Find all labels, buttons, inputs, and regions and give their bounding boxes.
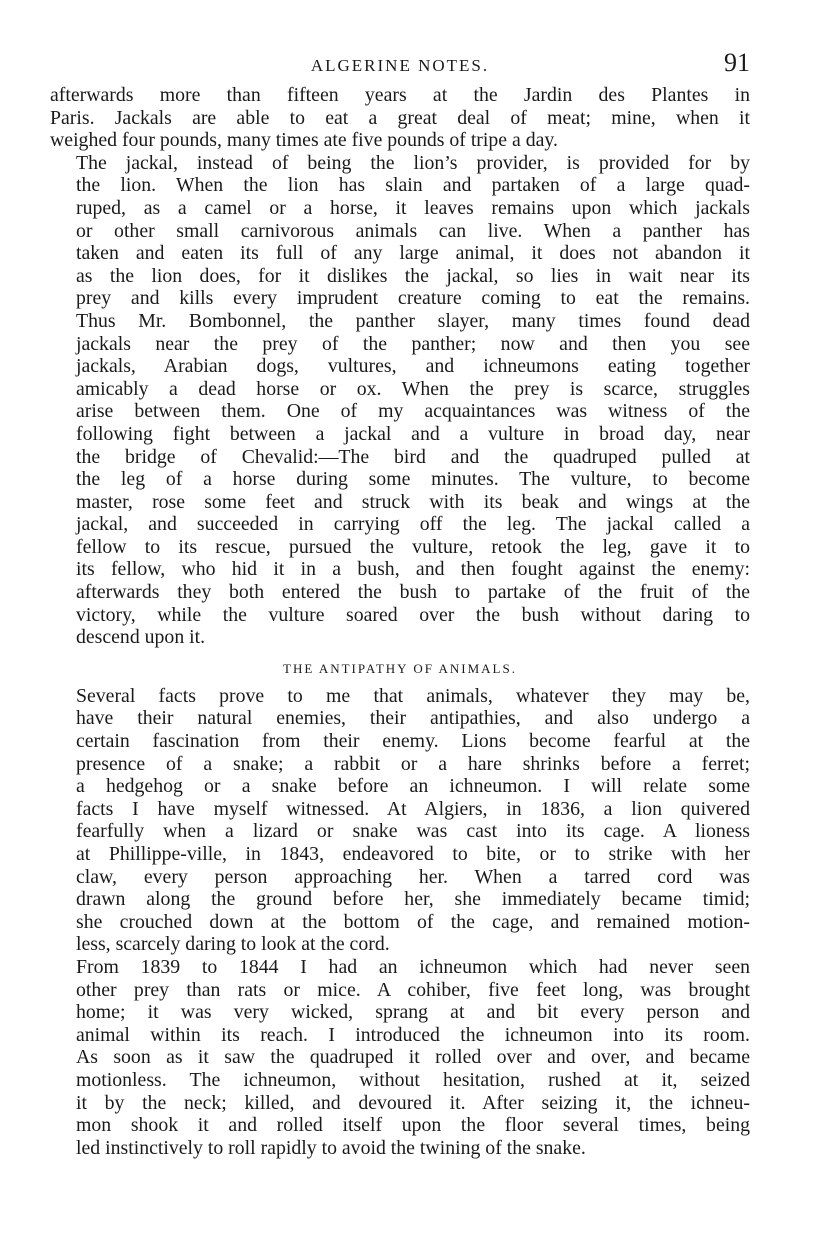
text-line: presence of a snake; a rabbit or a hare shrinks before a ferret; [76, 752, 750, 775]
paragraph [50, 685, 750, 956]
text-line: jackals near the prey of the panther; now and then you see [76, 332, 750, 355]
text-line: jackal, and succeeded in carrying off the leg. The jackal called a [76, 513, 750, 536]
text-line: ruped, as a camel or a horse, it leaves remains upon which jackals [76, 196, 750, 219]
text-line: weighed four pounds, many times ate five pounds of tripe a day. [50, 129, 558, 152]
text-line: motionless. The ichneumon, without hesitation, rushed at it, seized [76, 1068, 750, 1091]
text-line: its fellow, who hid it in a bush, and then fought against the enemy: [76, 558, 750, 581]
text-line: or other small carnivorous animals can live. When a panther has [76, 219, 750, 242]
text-line: less, scarcely daring to look at the cord. [76, 933, 390, 956]
text-line: The jackal, instead of being the lion’s provider, is provided for by [76, 151, 750, 174]
text-line: animal within its reach. I introduced the ichneumon into its room. [76, 1023, 750, 1046]
text-line: as the lion does, for it dislikes the jackal, so lies in wait near its [76, 264, 750, 287]
text-line: amicably a dead horse or ox. When the prey is scarce, struggles [76, 377, 750, 400]
running-head [50, 48, 750, 84]
paragraph [50, 84, 750, 152]
paragraph [50, 956, 750, 1159]
text-line: fearfully when a lizard or snake was cast into its cage. A lioness [76, 820, 750, 843]
text-line: afterwards they both entered the bush to partake of the fruit of the [76, 581, 750, 604]
text-line: prey and kills every imprudent creature coming to eat the remains. [76, 287, 750, 310]
text-line: Paris. Jackals are able to eat a great deal of meat; mine, when it [50, 106, 750, 129]
text-line: facts I have myself witnessed. At Algiers, in 1836, a lion quivered [76, 797, 750, 820]
text-line: taken and eaten its full of any large animal, it does not abandon it [76, 242, 750, 265]
section-heading: THE ANTIPATHY OF ANIMALS. [283, 660, 517, 676]
running-title: ALGERINE NOTES. [310, 56, 490, 75]
text-line: jackals, Arabian dogs, vultures, and ichneumons eating together [76, 355, 750, 378]
text-line: it by the neck; killed, and devoured it. After seizing it, the ichneu- [76, 1091, 750, 1114]
text-line: arise between them. One of my acquaintances was witness of the [76, 400, 750, 423]
text-line: claw, every person approaching her. When a tarred cord was [76, 865, 750, 888]
text-line: master, rose some feet and struck with its beak and wings at the [76, 490, 750, 513]
text-line: a hedgehog or a snake before an ichneumon. I will relate some [76, 775, 750, 798]
text-line: the lion. When the lion has slain and partaken of a large quad- [76, 174, 750, 197]
text-line: she crouched down at the bottom of the cage, and remained motion- [76, 910, 750, 933]
text-line: Several facts prove to me that animals, whatever they may be, [76, 684, 750, 707]
text-line: From 1839 to 1844 I had an ichneumon which had never seen [76, 955, 750, 978]
text-line: As soon as it saw the quadruped it rolled over and over, and became [76, 1046, 750, 1069]
text-line: descend upon it. [76, 626, 206, 649]
text-line: the bridge of Chevalid:—The bird and the quadruped pulled at [76, 445, 750, 468]
text-line: victory, while the vulture soared over the bush without daring to [76, 603, 750, 626]
text-line: mon shook it and rolled itself upon the floor several times, being [76, 1114, 750, 1137]
text-line: have their natural enemies, their antipathies, and also undergo a [76, 707, 750, 730]
text-line: Thus Mr. Bombonnel, the panther slayer, many times found dead [76, 309, 750, 332]
text-line: certain fascination from their enemy. Lions become fearful at the [76, 730, 750, 753]
text-line: at Phillippe-ville, in 1843, endeavored to bite, or to strike with her [76, 843, 750, 865]
body-text [50, 84, 750, 1159]
page-number: 91 [724, 48, 750, 77]
text-line: following fight between a jackal and a vulture in broad day, near [76, 422, 750, 445]
text-line: the leg of a horse during some minutes. The vulture, to become [76, 468, 750, 491]
book-page [50, 48, 750, 1159]
text-line: afterwards more than fifteen years at the Jardin des Plantes in [50, 84, 750, 106]
text-line: other prey than rats or mice. A cohiber, five feet long, was brought [76, 978, 750, 1001]
text-line: fellow to its rescue, pursued the vulture, retook the leg, gave it to [76, 535, 750, 558]
paragraph [50, 152, 750, 649]
text-line: led instinctively to roll rapidly to avoid the twining of the snake. [76, 1136, 586, 1159]
text-line: drawn along the ground before her, she immediately became timid; [76, 888, 750, 911]
text-line: home; it was very wicked, sprang at and bit every person and [76, 1001, 750, 1024]
